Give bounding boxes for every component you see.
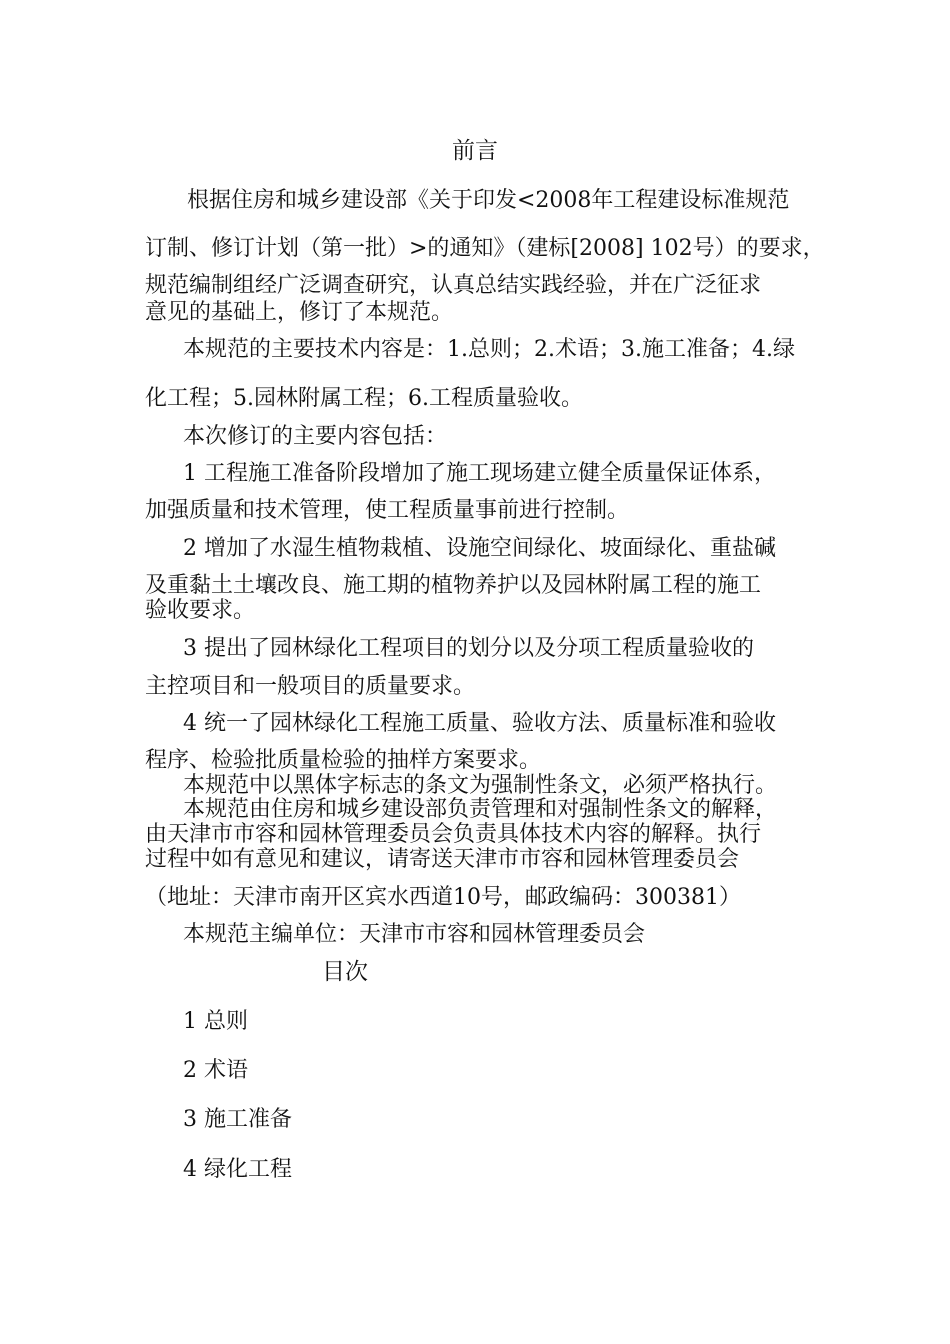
paragraph-line: 主控项目和一般项目的质量要求。 <box>145 674 476 699</box>
paragraph-line: 加强质量和技术管理，使工程质量事前进行控制。 <box>145 498 630 523</box>
paragraph-line: 4 统一了园林绿化工程施工质量、验收方法、质量标准和验收 <box>183 711 776 736</box>
toc-item: 1 总则 <box>183 1009 248 1034</box>
paragraph-line: 规范编制组经广泛调查研究，认真总结实践经验，并在广泛征求 <box>145 273 762 298</box>
paragraph-line: 意见的基础上，修订了本规范。 <box>145 300 454 325</box>
paragraph-line: 本规范中以黑体字标志的条文为强制性条文，必须严格执行。 <box>183 773 778 798</box>
paragraph-line: 程序、检验批质量检验的抽样方案要求。 <box>145 748 542 773</box>
paragraph-line: 订制、修订计划（第一批）>的通知》（建标[2008] 102号）的要求， <box>145 236 825 261</box>
paragraph-line: 验收要求。 <box>145 598 256 623</box>
paragraph-line: 本规范的主要技术内容是：1.总则；2.术语；3.施工准备；4.绿 <box>183 337 795 362</box>
paragraph-line: 3 提出了园林绿化工程项目的划分以及分项工程质量验收的 <box>183 636 754 661</box>
toc-item: 2 术语 <box>183 1058 248 1083</box>
paragraph-line: 由天津市市容和园林管理委员会负责具体技术内容的解释。执行 <box>145 822 762 847</box>
paragraph-line: 过程中如有意见和建议，请寄送天津市市容和园林管理委员会 <box>145 847 740 872</box>
paragraph-line: 及重黏土土壤改良、施工期的植物养护以及园林附属工程的施工 <box>145 573 762 598</box>
paragraph-line: 1 工程施工准备阶段增加了施工现场建立健全质量保证体系， <box>183 461 776 486</box>
toc-item: 3 施工准备 <box>183 1107 292 1132</box>
paragraph-line: 根据住房和城乡建设部《关于印发<2008年工程建设标准规范 <box>165 188 790 213</box>
toc-item: 4 绿化工程 <box>183 1157 292 1182</box>
paragraph-line: 本规范由住房和城乡建设部负责管理和对强制性条文的解释， <box>183 797 778 822</box>
paragraph-line: 本规范主编单位：天津市市容和园林管理委员会 <box>183 922 646 947</box>
paragraph-line: 本次修订的主要内容包括： <box>183 424 448 449</box>
paragraph-line: 2 增加了水湿生植物栽植、设施空间绿化、坡面绿化、重盐碱 <box>183 536 776 561</box>
preface-title: 前言 <box>452 138 498 164</box>
toc-title: 目次 <box>322 959 368 985</box>
paragraph-line: 化工程；5.园林附属工程；6.工程质量验收。 <box>145 386 583 411</box>
paragraph-line: （地址：天津市南开区宾水西道10号，邮政编码：300381） <box>145 885 741 910</box>
